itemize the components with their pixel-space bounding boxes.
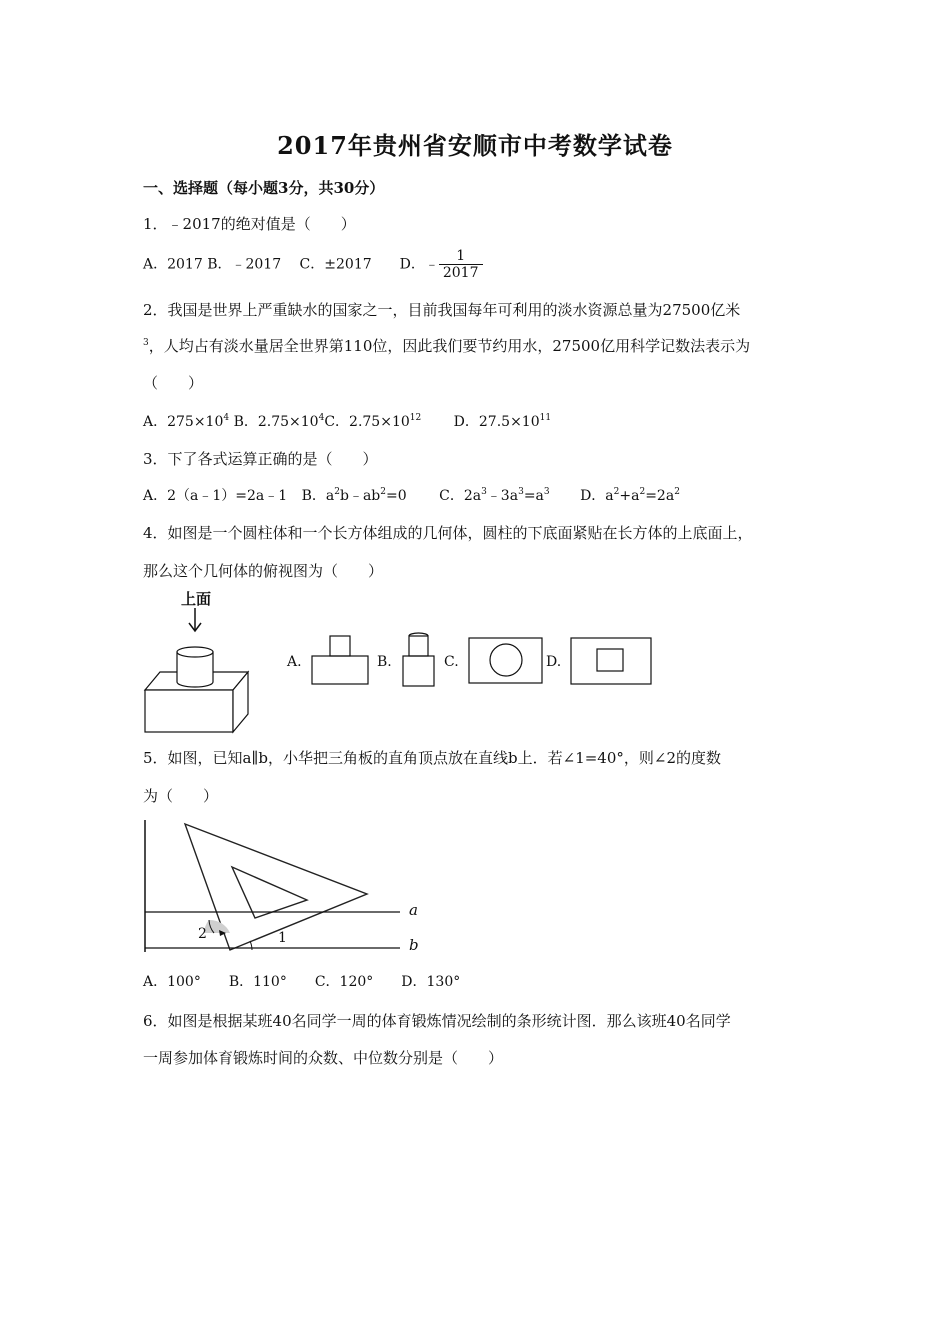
- option-c: [324, 414, 421, 430]
- option-d: [454, 414, 551, 430]
- option-a-figure: [311, 634, 371, 686]
- line-a-label: a: [409, 901, 418, 919]
- option-a-label: A.: [287, 654, 302, 670]
- question-5-options: A．100° B．110° C．120° D．130°: [143, 974, 461, 990]
- option-b-label: B.: [377, 654, 392, 670]
- option-c-text: C．2.75×10: [324, 414, 410, 430]
- option-a-text: A．275×10: [143, 414, 224, 430]
- option-b-part: b﹣ab: [340, 488, 381, 504]
- exponent: 3: [518, 487, 524, 497]
- option-d-text: D．27.5×10: [453, 414, 540, 430]
- option-a-square: [330, 636, 350, 656]
- question-2-line-1: 2．我国是世界上严重缺水的国家之一，目前我国每年可利用的淡水资源总量为27500亿米: [143, 301, 741, 319]
- angle-2-label: 2: [198, 926, 207, 942]
- exponent: 2: [639, 487, 646, 497]
- line-b-label: b: [409, 936, 419, 954]
- option-b-part: B．a: [301, 488, 335, 504]
- question-2-line-3: （ ）: [143, 374, 204, 392]
- question-1-stem: 1．﹣2017的绝对值是（ ）: [143, 215, 356, 233]
- option-a-exponent: 4: [223, 413, 230, 423]
- option-b-figure: [401, 630, 437, 688]
- option-d-part: =2a: [645, 488, 675, 504]
- question-5-line-1: 5．如图，已知a∥b，小华把三角板的直角顶点放在直线b上．若∠1=40°，则∠2的度数: [143, 749, 722, 767]
- page-title: 2017年贵州省安顺市中考数学试卷: [277, 131, 673, 160]
- view-direction-label: 上面: [181, 590, 212, 608]
- option-c-exponent: 12: [409, 413, 422, 423]
- question-1-options-text: A．2017 B．﹣2017 C．±2017 D．﹣: [143, 256, 439, 273]
- exponent: 2: [674, 487, 680, 497]
- option-a: A．2（a﹣1）=2a﹣1: [143, 488, 288, 504]
- option-d-exponent: 11: [539, 413, 552, 423]
- question-4-line-2: 那么这个几何体的俯视图为（ ）: [143, 562, 384, 580]
- angle-1-label: 1: [278, 930, 287, 946]
- option-c-part: ﹣3a: [486, 488, 519, 504]
- exponent: 3: [543, 487, 550, 497]
- option-c-label: C.: [444, 654, 459, 670]
- option-c-part: C．2a: [439, 488, 482, 504]
- option-b: [302, 488, 407, 504]
- question-2-line-2-text: ，人均占有淡水量居全世界第110位，因此我们要节约用水，27500亿用科学记数法表示为: [148, 337, 751, 355]
- solid-figure: [140, 606, 260, 736]
- question-3-stem: 3．下了各式运算正确的是（ ）: [143, 450, 378, 468]
- option-c-part: =a: [523, 488, 544, 504]
- option-b-cylinder: [409, 636, 428, 656]
- option-c-figure: [468, 637, 544, 685]
- superscript: 3: [143, 338, 149, 348]
- exponent: 2: [380, 487, 387, 497]
- box-front-face: [145, 690, 233, 732]
- fraction-denominator: 2017: [442, 265, 479, 281]
- question-6-line-2: 一周参加体育锻炼时间的众数、中位数分别是（ ）: [143, 1049, 504, 1067]
- question-1-options: [143, 248, 483, 281]
- cylinder-top-face: [177, 647, 213, 657]
- option-b-part: =0: [386, 488, 407, 504]
- option-b-rect: [403, 656, 434, 686]
- option-d-figure: [570, 637, 654, 687]
- option-d: [580, 488, 680, 504]
- option-b: [234, 414, 325, 430]
- angle-2-shade: [204, 920, 230, 933]
- exponent: 2: [613, 487, 620, 497]
- fraction-numerator: 1: [439, 248, 483, 265]
- exponent: 2: [334, 487, 340, 497]
- parallel-lines-figure: [142, 820, 442, 955]
- option-a-rect: [312, 656, 368, 684]
- question-5-line-2: 为（ ）: [143, 787, 219, 805]
- fraction: [439, 248, 483, 281]
- option-c: [439, 488, 550, 504]
- option-a: [143, 414, 229, 430]
- exponent: 3: [481, 487, 487, 497]
- option-d-square: [597, 649, 623, 671]
- section-heading: 一、选择题（每小题3分，共30分）: [143, 179, 385, 197]
- option-b-exponent: 4: [318, 413, 325, 423]
- option-d-part: +a: [619, 488, 640, 504]
- angle-1-arc: [250, 941, 252, 950]
- question-2-line-2: [143, 335, 750, 356]
- option-d-part: D．a: [580, 488, 614, 504]
- option-c-circle: [490, 644, 522, 676]
- question-3-options: [143, 485, 680, 505]
- question-6-line-1: 6．如图是根据某班40名同学一周的体育锻炼情况绘制的条形统计图．那么该班40名同学: [143, 1012, 731, 1030]
- option-d-rect: [571, 638, 651, 684]
- question-2-options: [143, 411, 551, 431]
- option-d-label: D.: [546, 654, 562, 670]
- triangle-ruler-inner: [232, 867, 307, 918]
- question-4-line-1: 4．如图是一个圆柱体和一个长方体组成的几何体，圆柱的下底面紧贴在长方体的上底面上，: [143, 524, 753, 542]
- option-b-text: B．2.75×10: [233, 414, 319, 430]
